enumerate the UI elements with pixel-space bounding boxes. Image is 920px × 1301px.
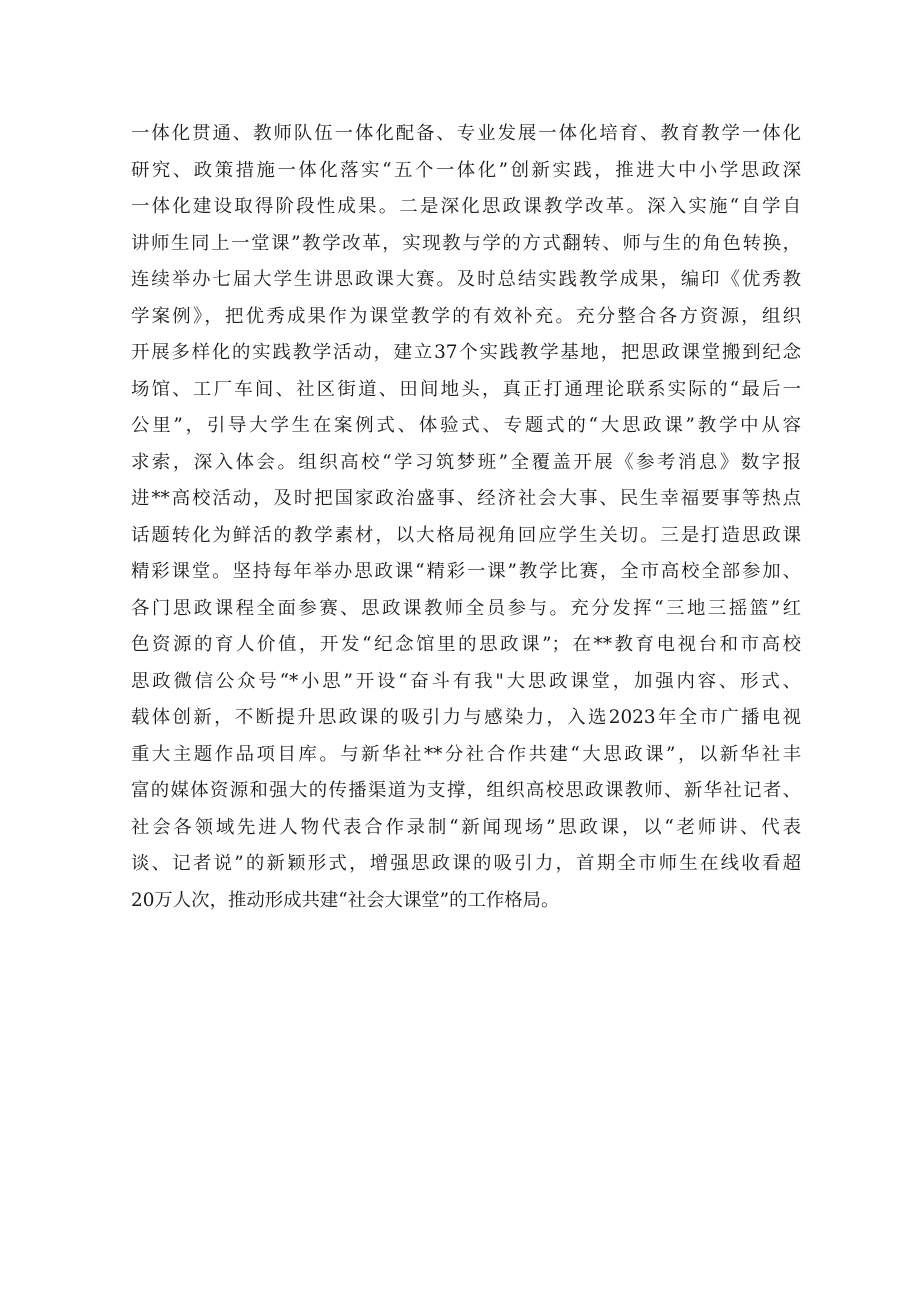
text-line: 一体化贯通、教师队伍一体化配备、专业发展一体化培育、教育教学一体化 xyxy=(131,123,801,144)
text-line: 社会各领域先进人物代表合作录制“新闻现场”思政课，以“老师讲、代表 xyxy=(131,816,801,838)
text-line: 各门思政课程全面参赛、思政课教师全员参与。充分发挥“三地三摇篮”红 xyxy=(131,597,801,619)
text-line: 话题转化为鲜活的教学素材，以大格局视角回应学生关切。三是打造思政课 xyxy=(131,524,801,546)
text-line: 进**高校活动，及时把国家政治盛事、经济社会大事、民生幸福要事等热点 xyxy=(131,488,801,509)
text-line: 精彩课堂。坚持每年举办思政课“精彩一课”教学比赛，全市高校全部参加、 xyxy=(131,561,801,582)
text-line: 讲师生同上一堂课”教学改革，实现教与学的方式翻转、师与生的角色转换， xyxy=(131,232,801,254)
text-line: 谈、记者说”的新颖形式，增强思政课的吸引力，首期全市师生在线收看超 xyxy=(131,853,801,874)
text-line: 学案例》，把优秀成果作为课堂教学的有效补充。充分整合各方资源，组织 xyxy=(131,305,801,327)
text-line: 色资源的育人价值，开发“纪念馆里的思政课”；在**教育电视台和市高校 xyxy=(131,634,801,655)
text-line: 重大主题作品项目库。与新华社**分社合作共建“大思政课”，以新华社丰 xyxy=(131,743,801,765)
text-line: 公里”，引导大学生在案例式、体验式、专题式的“大思政课”教学中从容 xyxy=(131,415,801,436)
text-line: 场馆、工厂车间、社区街道、田间地头，真正打通理论联系实际的“最后一 xyxy=(131,378,801,400)
text-line: 载体创新，不断提升思政课的吸引力与感染力，入选2023年全市广播电视 xyxy=(131,707,801,728)
text-line: 研究、政策措施一体化落实“五个一体化”创新实践，推进大中小学思政深 xyxy=(131,159,801,181)
text-line: 富的媒体资源和强大的传播渠道为支撑，组织高校思政课教师、新华社记者、 xyxy=(131,780,801,801)
text-line: 思政微信公众号“*小思”开设“奋斗有我"大思政课堂，加强内容、形式、 xyxy=(131,670,801,692)
text-line: 求索，深入体会。组织高校“学习筑梦班”全覆盖开展《参考消息》数字报 xyxy=(131,451,801,473)
text-line: 一体化建设取得阶段性成果。二是深化思政课教学改革。深入实施“自学自 xyxy=(131,196,801,217)
text-line: 连续举办七届大学生讲思政课大赛。及时总结实践教学成果，编印《优秀教 xyxy=(131,269,801,290)
text-line: 20万人次，推动形成共建“社会大课堂”的工作格局。 xyxy=(131,889,560,911)
text-line: 开展多样化的实践教学活动，建立37个实践教学基地，把思政课堂搬到纪念 xyxy=(131,342,801,363)
body-paragraph xyxy=(131,116,801,919)
